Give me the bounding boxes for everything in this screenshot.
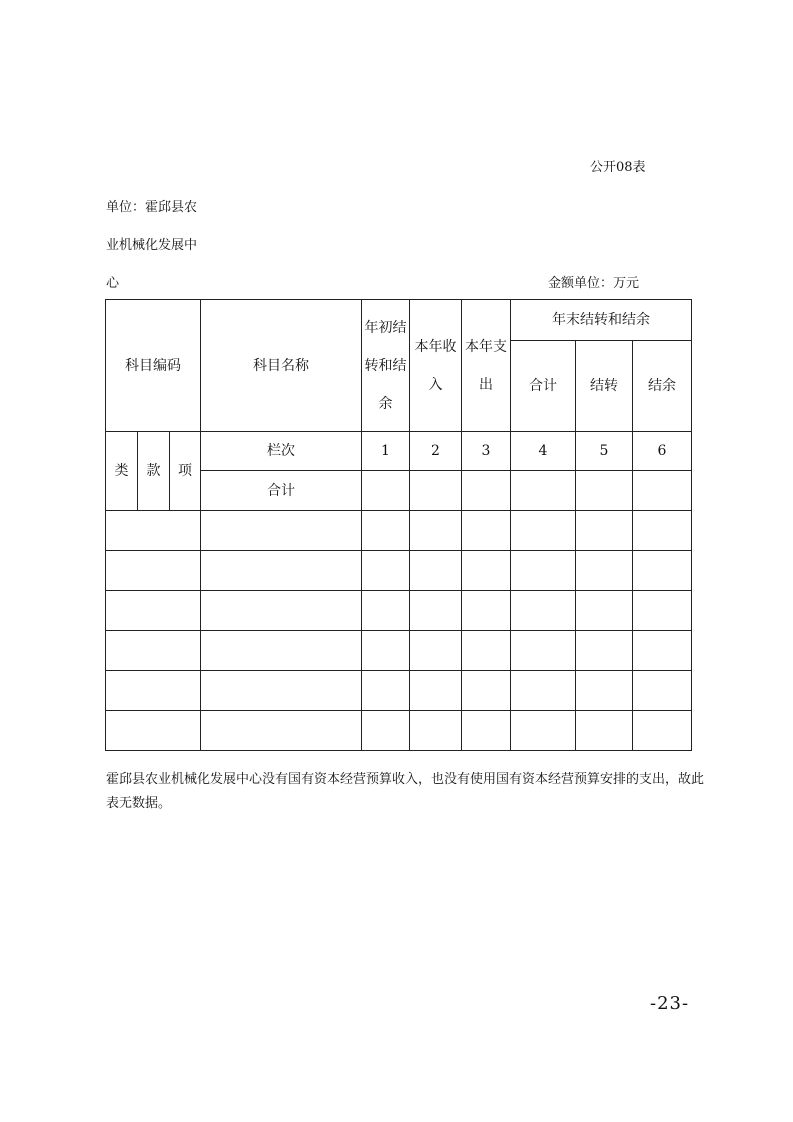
table-cell [362, 471, 410, 511]
table-cell [511, 511, 576, 551]
table-row [106, 671, 692, 711]
code-section-header: 款 [138, 432, 170, 511]
table-cell [462, 671, 511, 711]
amount-unit-label: 金额单位：万元 [548, 276, 640, 291]
table-cell [410, 591, 462, 631]
table-cell [106, 511, 201, 551]
table-cell [106, 671, 201, 711]
table-row [106, 631, 692, 671]
header-row-1 [106, 300, 692, 341]
table-cell [576, 591, 633, 631]
table-cell [511, 471, 576, 511]
table-cell [462, 591, 511, 631]
opening-balance-header: 年初结转和结余 [362, 300, 410, 432]
column-number-4: 4 [511, 432, 576, 471]
column-index-row [106, 432, 692, 471]
table-cell [201, 671, 362, 711]
table-cell [462, 551, 511, 591]
budget-table [105, 299, 692, 751]
code-item-header: 项 [170, 432, 201, 511]
table-cell [462, 471, 511, 511]
table-cell [362, 671, 410, 711]
table-row [106, 711, 692, 751]
current-income-header: 本年收入 [410, 300, 462, 432]
table-cell [106, 591, 201, 631]
column-number-5: 5 [576, 432, 633, 471]
table-cell [106, 711, 201, 751]
table-cell [410, 711, 462, 751]
year-end-surplus-header: 结余 [633, 341, 692, 432]
table-cell [106, 551, 201, 591]
table-cell [633, 671, 692, 711]
form-number: 公开08表 [590, 160, 646, 175]
page-number: -23- [650, 993, 690, 1014]
code-class-header: 类 [106, 432, 138, 511]
table-cell [462, 631, 511, 671]
table-cell [410, 631, 462, 671]
table-cell [410, 551, 462, 591]
table-cell [462, 511, 511, 551]
table-cell [201, 631, 362, 671]
unit-label-line-1: 单位：霍邱县农 [106, 200, 198, 215]
table-cell [201, 511, 362, 551]
table-cell [410, 671, 462, 711]
year-end-group-header: 年末结转和结余 [511, 300, 692, 341]
table-cell [633, 631, 692, 671]
table-cell [633, 711, 692, 751]
unit-label-line-2: 业机械化发展中 [106, 238, 198, 253]
table-cell [410, 511, 462, 551]
table-cell [462, 711, 511, 751]
year-end-carryover-header: 结转 [576, 341, 633, 432]
column-number-6: 6 [633, 432, 692, 471]
table-cell [576, 711, 633, 751]
table-row [106, 511, 692, 551]
table-cell [633, 551, 692, 591]
subject-code-header: 科目编码 [106, 300, 201, 432]
table-cell [633, 511, 692, 551]
table-cell [576, 551, 633, 591]
table-row [106, 591, 692, 631]
table-cell [362, 551, 410, 591]
table-cell [201, 551, 362, 591]
table-cell [410, 471, 462, 511]
column-index-label: 栏次 [201, 432, 362, 471]
table-row [106, 551, 692, 591]
table-cell [362, 631, 410, 671]
table-cell [362, 711, 410, 751]
table-cell [511, 671, 576, 711]
table-cell [362, 511, 410, 551]
table-cell [511, 551, 576, 591]
total-row-label: 合计 [201, 471, 362, 511]
table-cell [201, 591, 362, 631]
column-number-3: 3 [462, 432, 511, 471]
table-cell [511, 631, 576, 671]
table-cell [633, 471, 692, 511]
table-cell [511, 711, 576, 751]
year-end-total-header: 合计 [511, 341, 576, 432]
table-cell [633, 591, 692, 631]
table-cell [576, 671, 633, 711]
column-number-2: 2 [410, 432, 462, 471]
subject-name-header: 科目名称 [201, 300, 362, 432]
current-expense-header: 本年支出 [462, 300, 511, 432]
table-cell [576, 511, 633, 551]
table-cell [576, 471, 633, 511]
table-cell [576, 631, 633, 671]
footnote: 霍邱县农业机械化发展中心没有国有资本经营预算收入，也没有使用国有资本经营预算安排的支出，故此表无数据。 [106, 772, 705, 811]
table-cell [511, 591, 576, 631]
unit-label-line-3: 心 [106, 276, 120, 291]
table-cell [106, 631, 201, 671]
table-cell [201, 711, 362, 751]
table-cell [362, 591, 410, 631]
column-number-1: 1 [362, 432, 410, 471]
